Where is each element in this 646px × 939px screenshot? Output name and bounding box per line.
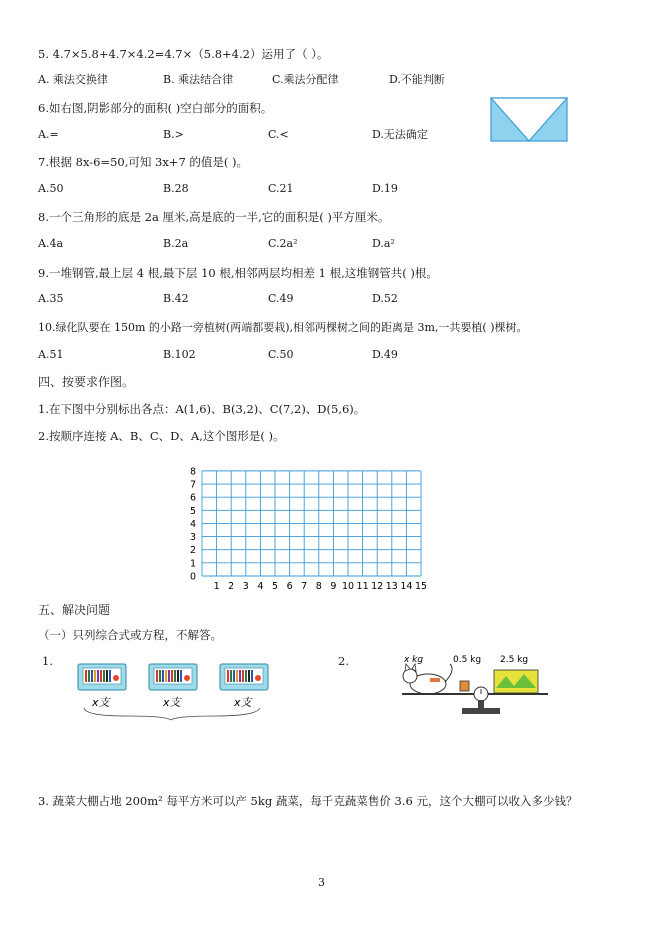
x-tick-label: 13 xyxy=(385,581,398,592)
x-tick-label: 1 xyxy=(213,581,220,592)
q10-option-d: D.49 xyxy=(372,348,398,361)
section-4-question-1: 1.在下图中分别标出各点：A(1,6)、B(3,2)、C(7,2)、D(5,6)。 xyxy=(38,402,366,416)
x-tick-label: 11 xyxy=(356,581,369,592)
box-1-label: x支 xyxy=(92,696,110,709)
y-tick-label: 2 xyxy=(189,545,196,557)
x-tick-label: 7 xyxy=(301,581,308,592)
q6-option-a: A.= xyxy=(38,128,59,141)
q7-option-a: A.50 xyxy=(38,182,64,195)
q8-option-c: C.2a² xyxy=(268,237,298,250)
section-5-subtitle: （一）只列综合式或方程，不解答。 xyxy=(38,628,222,642)
q7-option-c: C.21 xyxy=(268,182,294,195)
q9-option-a: A.35 xyxy=(38,292,64,305)
q5-option-c: C.乘法分配律 xyxy=(272,73,339,86)
y-tick-label: 0 xyxy=(189,571,196,583)
y-tick-label: 5 xyxy=(189,505,196,517)
question-8: 8.一个三角形的底是 2a 厘米,高是底的一半,它的面积是( )平方厘米。 xyxy=(38,210,390,224)
y-tick-label: 4 xyxy=(189,518,196,530)
section-5-title: 五、解决问题 xyxy=(38,603,111,617)
page-number: 3 xyxy=(318,876,325,889)
small-weight-label: 0.5 kg xyxy=(453,655,482,665)
shaded-rectangle-figure xyxy=(490,97,568,142)
x-tick-label: 10 xyxy=(341,581,355,592)
question-9: 9.一堆钢管,最上层 4 根,最下层 10 根,相邻两层均相差 1 根,这堆钢管共( )根。 xyxy=(38,266,438,280)
q7-option-b: B.28 xyxy=(163,182,189,195)
y-tick-label: 3 xyxy=(189,532,196,544)
question-5: 5. 4.7×5.8+4.7×4.2=4.7×（5.8+4.2）运用了（ ）。 xyxy=(38,47,329,61)
large-weight-icon xyxy=(494,670,538,693)
section-4-title: 四、按要求作图。 xyxy=(38,375,135,389)
coordinate-grid xyxy=(180,452,442,598)
q5-option-b: B. 乘法结合律 xyxy=(163,73,234,86)
question-7: 7.根据 8x-6=50,可知 3x+7 的值是( )。 xyxy=(38,155,249,169)
pen-boxes-figure xyxy=(76,660,276,722)
q10-option-a: A.51 xyxy=(38,348,64,361)
y-tick-label: 1 xyxy=(189,558,196,570)
x-tick-label: 14 xyxy=(400,581,413,592)
x-tick-label: 3 xyxy=(242,581,249,592)
x-tick-label: 9 xyxy=(330,581,337,592)
x-tick-label: 4 xyxy=(257,581,264,592)
y-tick-label: 6 xyxy=(189,492,196,504)
large-weight-label: 2.5 kg xyxy=(500,655,529,665)
q6-option-d: D.无法确定 xyxy=(372,128,428,141)
q8-option-d: D.a² xyxy=(372,237,395,250)
q6-option-b: B.> xyxy=(163,128,184,141)
y-tick-label: 8 xyxy=(189,466,196,478)
x-tick-label: 2 xyxy=(228,581,235,592)
q7-option-d: D.19 xyxy=(372,182,398,195)
cat-weight-label: x kg xyxy=(404,655,424,665)
q9-option-c: C.49 xyxy=(268,292,294,305)
y-tick-label: 7 xyxy=(189,479,196,491)
box-3-label: x支 xyxy=(234,696,252,709)
problem-1-number: 1. xyxy=(42,654,53,668)
small-weight-icon xyxy=(460,681,469,691)
q6-option-c: C.< xyxy=(268,128,289,141)
x-tick-label: 6 xyxy=(286,581,293,592)
q9-option-d: D.52 xyxy=(372,292,398,305)
q5-option-a: A. 乘法交换律 xyxy=(38,73,108,86)
question-10: 10.绿化队要在 150m 的小路一旁植树(两端都要栽),相邻两棵树之间的距离是 3m,一共要植( )棵树。 xyxy=(38,321,528,334)
problem-2-number: 2. xyxy=(338,654,349,668)
q8-option-b: B.2a xyxy=(163,237,189,250)
cat-icon xyxy=(403,664,452,694)
q10-option-c: C.50 xyxy=(268,348,294,361)
question-6: 6.如右图,阴影部分的面积( )空白部分的面积。 xyxy=(38,101,273,115)
box-2-label: x支 xyxy=(163,696,181,709)
q5-option-d: D.不能判断 xyxy=(389,73,445,86)
x-tick-label: 8 xyxy=(315,581,322,592)
balance-scale-figure xyxy=(390,648,550,718)
problem-3: 3. 蔬菜大棚占地 200m² 每平方米可以产 5kg 蔬菜，每千克蔬菜售价 3.6 元，这个大棚可以收入多少钱？ xyxy=(38,794,578,808)
q10-option-b: B.102 xyxy=(163,348,196,361)
x-tick-label: 12 xyxy=(371,581,384,592)
q9-option-b: B.42 xyxy=(163,292,189,305)
q8-option-a: A.4a xyxy=(38,237,63,250)
x-tick-label: 15 xyxy=(414,581,428,592)
section-4-question-2: 2.按顺序连接 A、B、C、D、A,这个图形是( )。 xyxy=(38,429,285,443)
x-tick-label: 5 xyxy=(271,581,279,592)
